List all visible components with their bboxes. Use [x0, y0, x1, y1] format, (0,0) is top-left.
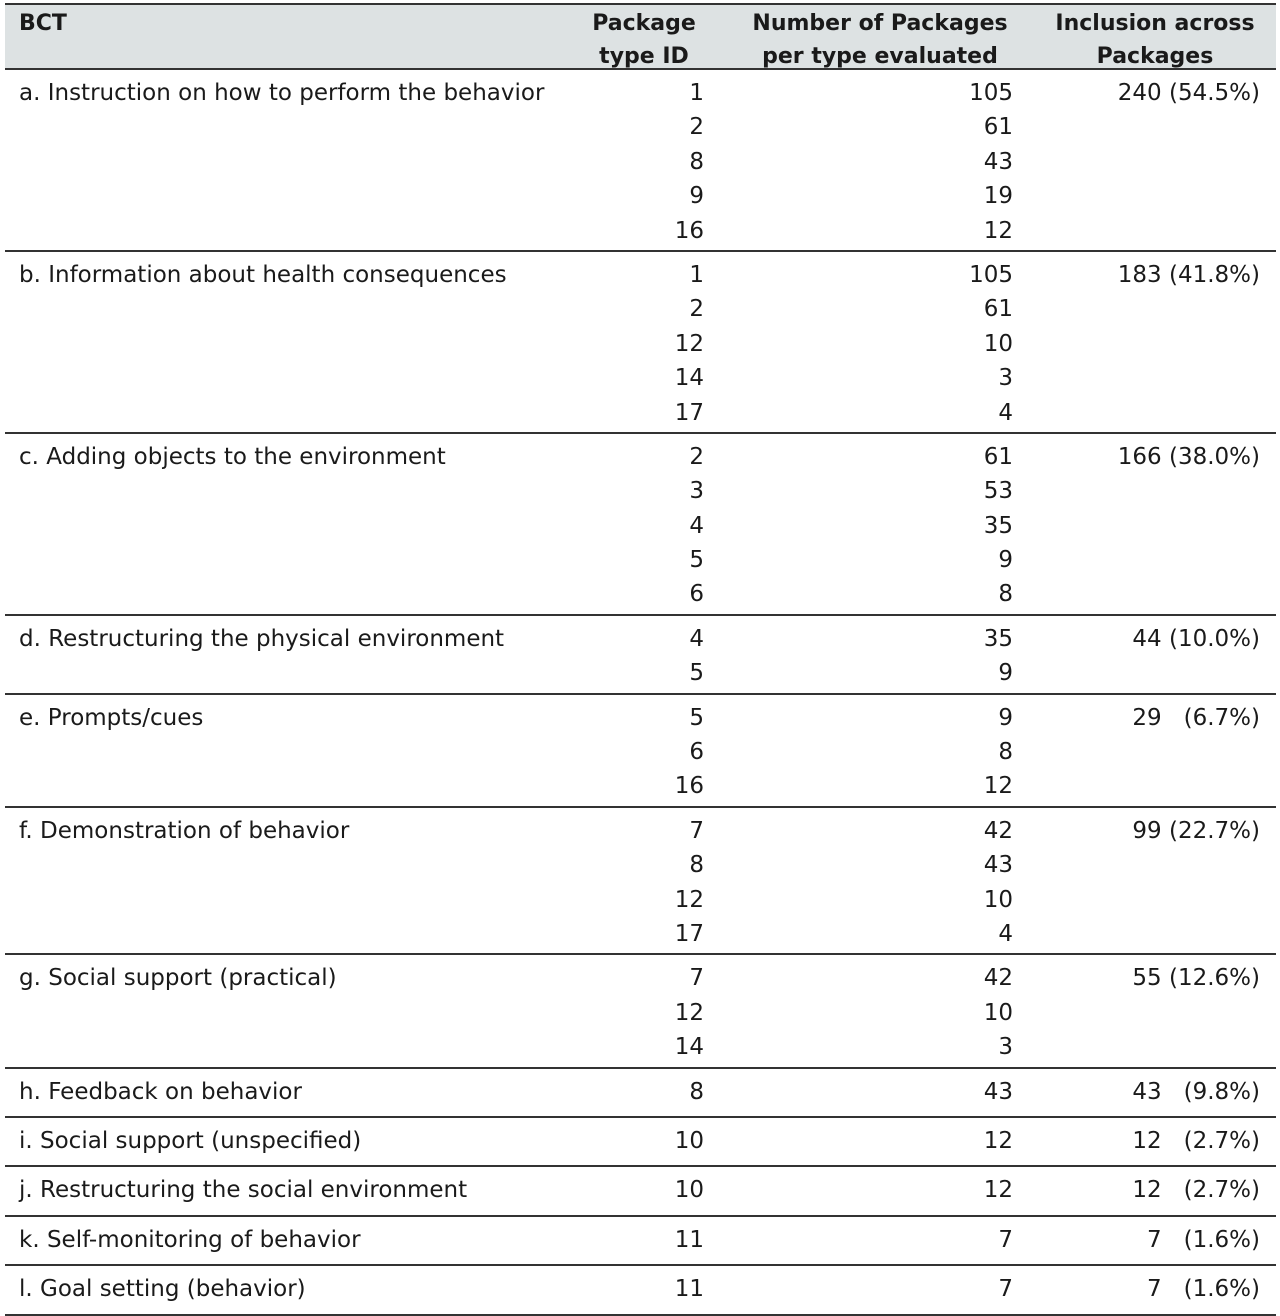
bct-group — [5, 1167, 1276, 1216]
package-type-id: 9 — [689, 183, 704, 210]
table-row — [5, 1223, 1276, 1257]
package-type-id: 7 — [689, 965, 704, 992]
inclusion-value: 12 (2.7%) — [1132, 1127, 1260, 1154]
bct-label: f. Demonstration of behavior — [19, 817, 350, 844]
package-type-id: 8 — [689, 852, 704, 879]
packages-evaluated: 8 — [998, 739, 1013, 766]
package-type-id: 14 — [674, 365, 704, 392]
table-row — [5, 848, 1276, 882]
table-row — [5, 110, 1276, 144]
bct-label: k. Self-monitoring of behavior — [19, 1226, 361, 1253]
package-type-id: 2 — [689, 443, 704, 470]
package-type-id: 10 — [674, 1177, 704, 1204]
table-row — [5, 214, 1276, 248]
packages-evaluated: 42 — [983, 817, 1013, 844]
bct-group — [5, 1217, 1276, 1266]
table-row — [5, 656, 1276, 690]
bct-label: c. Adding objects to the environment — [19, 443, 446, 470]
packages-evaluated: 53 — [983, 478, 1013, 505]
packages-evaluated: 9 — [998, 547, 1013, 574]
packages-evaluated: 12 — [983, 773, 1013, 800]
bct-label: a. Instruction on how to perform the behavior — [19, 80, 545, 106]
bct-group — [5, 695, 1276, 808]
package-type-id: 7 — [689, 817, 704, 844]
packages-evaluated: 35 — [983, 625, 1013, 652]
package-type-id: 3 — [689, 478, 704, 505]
package-type-id: 2 — [689, 296, 704, 323]
table-row — [5, 701, 1276, 735]
packages-evaluated: 9 — [998, 660, 1013, 687]
package-type-id: 5 — [689, 547, 704, 574]
packages-evaluated: 12 — [983, 1127, 1013, 1154]
table-row — [5, 474, 1276, 508]
package-type-id: 5 — [689, 704, 704, 731]
package-type-id: 12 — [674, 886, 704, 913]
table-row — [5, 145, 1276, 179]
table-row — [5, 509, 1276, 543]
package-type-id: 16 — [674, 773, 704, 800]
bct-label: e. Prompts/cues — [19, 704, 204, 731]
packages-evaluated: 10 — [983, 999, 1013, 1026]
header-inclusion: Inclusion across Packages — [1055, 11, 1255, 69]
package-type-id: 12 — [674, 999, 704, 1026]
bct-group — [5, 252, 1276, 434]
table-row — [5, 76, 1276, 110]
inclusion-value: 43 (9.8%) — [1132, 1078, 1260, 1105]
inclusion-value: 183 (41.8%) — [1117, 261, 1260, 288]
package-type-id: 1 — [689, 80, 704, 106]
table-row — [5, 292, 1276, 326]
table-row — [5, 543, 1276, 577]
packages-evaluated: 42 — [983, 965, 1013, 992]
packages-evaluated: 12 — [983, 1177, 1013, 1204]
inclusion-value: 7 (1.6%) — [1147, 1226, 1260, 1253]
inclusion-value: 44 (10.0%) — [1132, 625, 1260, 652]
bct-group — [5, 1118, 1276, 1167]
package-type-id: 10 — [674, 1127, 704, 1154]
inclusion-value: 7 (1.6%) — [1147, 1276, 1260, 1303]
bct-label: d. Restructuring the physical environment — [19, 625, 505, 652]
packages-evaluated: 12 — [983, 217, 1013, 244]
inclusion-value: 12 (2.7%) — [1132, 1177, 1260, 1204]
packages-evaluated: 4 — [998, 399, 1013, 426]
table-header — [5, 3, 1276, 70]
package-type-id: 1 — [689, 261, 704, 288]
package-type-id: 6 — [689, 739, 704, 766]
bct-label: h. Feedback on behavior — [19, 1078, 302, 1105]
inclusion-value: 166 (38.0%) — [1117, 443, 1260, 470]
bct-label: b. Information about health consequences — [19, 261, 507, 288]
packages-evaluated: 3 — [998, 1034, 1013, 1061]
header-number-of-packages: Number of Packages per type evaluated — [752, 11, 1008, 69]
bct-group — [5, 955, 1276, 1068]
table-row — [5, 179, 1276, 213]
packages-evaluated: 61 — [983, 114, 1013, 141]
bct-group — [5, 616, 1276, 695]
packages-evaluated: 43 — [983, 1078, 1013, 1105]
packages-evaluated: 61 — [983, 443, 1013, 470]
package-type-id: 4 — [689, 512, 704, 539]
table-row — [5, 258, 1276, 292]
packages-evaluated: 10 — [983, 330, 1013, 357]
package-type-id: 16 — [674, 217, 704, 244]
package-type-id: 6 — [689, 581, 704, 608]
bct-table — [5, 3, 1276, 1316]
packages-evaluated: 7 — [998, 1276, 1013, 1303]
packages-evaluated: 8 — [998, 581, 1013, 608]
table-row — [5, 1075, 1276, 1109]
packages-evaluated: 35 — [983, 512, 1013, 539]
table-row — [5, 814, 1276, 848]
inclusion-value: 240 (54.5%) — [1117, 80, 1260, 106]
table-row — [5, 961, 1276, 995]
table-row — [5, 769, 1276, 803]
bct-label: g. Social support (practical) — [19, 965, 337, 992]
table-row — [5, 361, 1276, 395]
table-row — [5, 1173, 1276, 1207]
packages-evaluated: 19 — [983, 183, 1013, 210]
header-package-type-id: Package type ID — [592, 11, 696, 69]
bct-label: j. Restructuring the social environment — [19, 1177, 468, 1204]
packages-evaluated: 61 — [983, 296, 1013, 323]
packages-evaluated: 105 — [969, 261, 1013, 288]
packages-evaluated: 7 — [998, 1226, 1013, 1253]
table-row — [5, 883, 1276, 917]
package-type-id: 4 — [689, 625, 704, 652]
package-type-id: 2 — [689, 114, 704, 141]
table-row — [5, 917, 1276, 951]
package-type-id: 14 — [674, 1034, 704, 1061]
table-row — [5, 440, 1276, 474]
inclusion-value: 29 (6.7%) — [1132, 704, 1260, 731]
packages-evaluated: 43 — [983, 148, 1013, 175]
package-type-id: 11 — [674, 1226, 704, 1253]
package-type-id: 8 — [689, 148, 704, 175]
bct-group — [5, 1069, 1276, 1118]
packages-evaluated: 4 — [998, 920, 1013, 947]
table-row — [5, 396, 1276, 430]
header-bct: BCT — [19, 11, 67, 36]
packages-evaluated: 43 — [983, 852, 1013, 879]
packages-evaluated: 105 — [969, 80, 1013, 106]
table-row — [5, 577, 1276, 611]
package-type-id: 17 — [674, 399, 704, 426]
bct-label: i. Social support (unspecified) — [19, 1127, 362, 1154]
inclusion-value: 55 (12.6%) — [1132, 965, 1260, 992]
table-body — [5, 70, 1276, 1316]
package-type-id: 5 — [689, 660, 704, 687]
table-row — [5, 996, 1276, 1030]
table-row — [5, 327, 1276, 361]
table-row — [5, 1124, 1276, 1158]
package-type-id: 17 — [674, 920, 704, 947]
bct-group — [5, 70, 1276, 252]
package-type-id: 8 — [689, 1078, 704, 1105]
table-row — [5, 622, 1276, 656]
packages-evaluated: 3 — [998, 365, 1013, 392]
bct-group — [5, 434, 1276, 616]
package-type-id: 12 — [674, 330, 704, 357]
packages-evaluated: 9 — [998, 704, 1013, 731]
package-type-id: 11 — [674, 1276, 704, 1303]
table-row — [5, 735, 1276, 769]
inclusion-value: 99 (22.7%) — [1132, 817, 1260, 844]
packages-evaluated: 10 — [983, 886, 1013, 913]
table-row — [5, 1030, 1276, 1064]
bct-label: l. Goal setting (behavior) — [19, 1276, 306, 1303]
table-row — [5, 1272, 1276, 1306]
bct-group — [5, 1266, 1276, 1315]
bct-group — [5, 808, 1276, 956]
